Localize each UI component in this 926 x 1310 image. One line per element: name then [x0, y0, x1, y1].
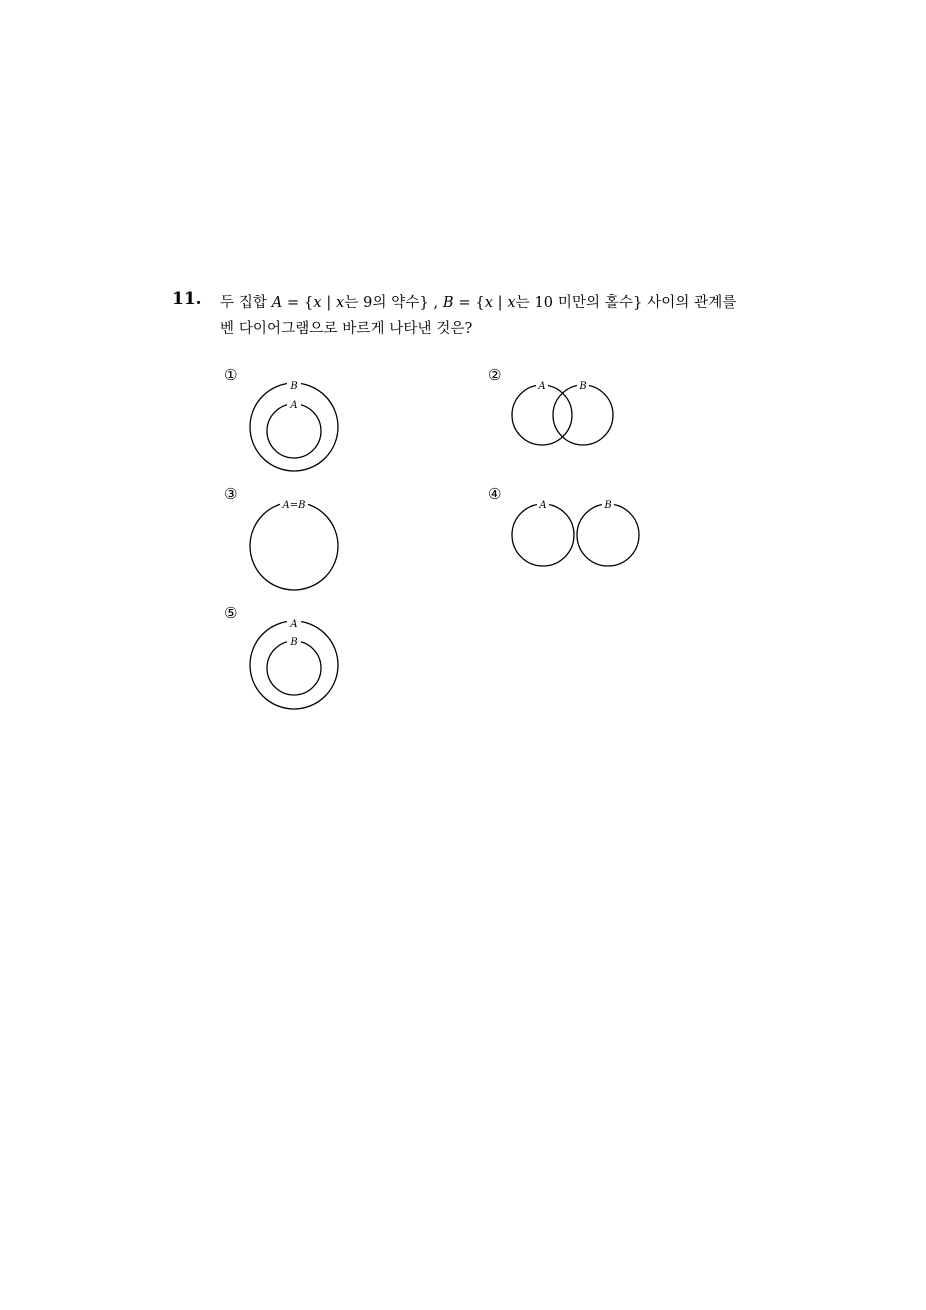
set-a-label: A [539, 500, 547, 511]
question-text-part: 는 10 미만의 홀수} 사이의 관계를 [515, 295, 737, 311]
set-b-label: B [579, 381, 587, 392]
question-text-part: = { [453, 295, 485, 311]
choice-1-marker[interactable]: ① [224, 366, 238, 384]
inner-circle [267, 404, 321, 458]
inner-set-label: A [290, 400, 298, 411]
question-text-line1 [220, 291, 736, 312]
set-b-label: B [604, 500, 612, 511]
outer-circle [250, 621, 338, 709]
variable-x: x [336, 295, 345, 311]
choice-2-marker[interactable]: ② [488, 366, 502, 384]
set-a-label: A [538, 381, 546, 392]
equal-sets-circle [250, 502, 338, 590]
choice-3-marker[interactable]: ③ [224, 485, 238, 503]
variable-x: x [484, 295, 493, 311]
choice-2-venn-diagram [505, 376, 625, 456]
question-text-part: | [321, 295, 337, 311]
question-text-part: 는 9의 약수} , [344, 295, 443, 311]
inner-circle [267, 641, 321, 695]
variable-x: x [313, 295, 322, 311]
choice-5-marker[interactable]: ⑤ [224, 604, 238, 622]
outer-set-label: A [290, 619, 298, 630]
question-text-part: | [492, 295, 508, 311]
set-b-circle [553, 385, 613, 445]
inner-set-label: B [290, 637, 298, 648]
choice-4-marker[interactable]: ④ [488, 485, 502, 503]
question-text-part: = { [282, 295, 314, 311]
choice-1-venn-diagram [240, 376, 350, 476]
outer-set-label: B [290, 381, 298, 392]
question-number: 11. [172, 289, 202, 309]
choice-5-venn-diagram [240, 614, 350, 714]
equal-sets-label: A=B [282, 500, 306, 511]
set-a-circle [512, 385, 572, 445]
variable-x: x [507, 295, 516, 311]
question-text-line2: 벤 다이어그램으로 바르게 나타낸 것은? [220, 321, 473, 337]
set-b-circle [577, 504, 639, 566]
choice-3-venn-diagram [240, 496, 350, 596]
set-a-circle [512, 504, 574, 566]
set-a-symbol: A [271, 295, 283, 311]
choice-4-venn-diagram [505, 496, 645, 576]
question-text-part: 두 집합 [220, 295, 272, 311]
set-b-symbol: B [442, 295, 454, 311]
